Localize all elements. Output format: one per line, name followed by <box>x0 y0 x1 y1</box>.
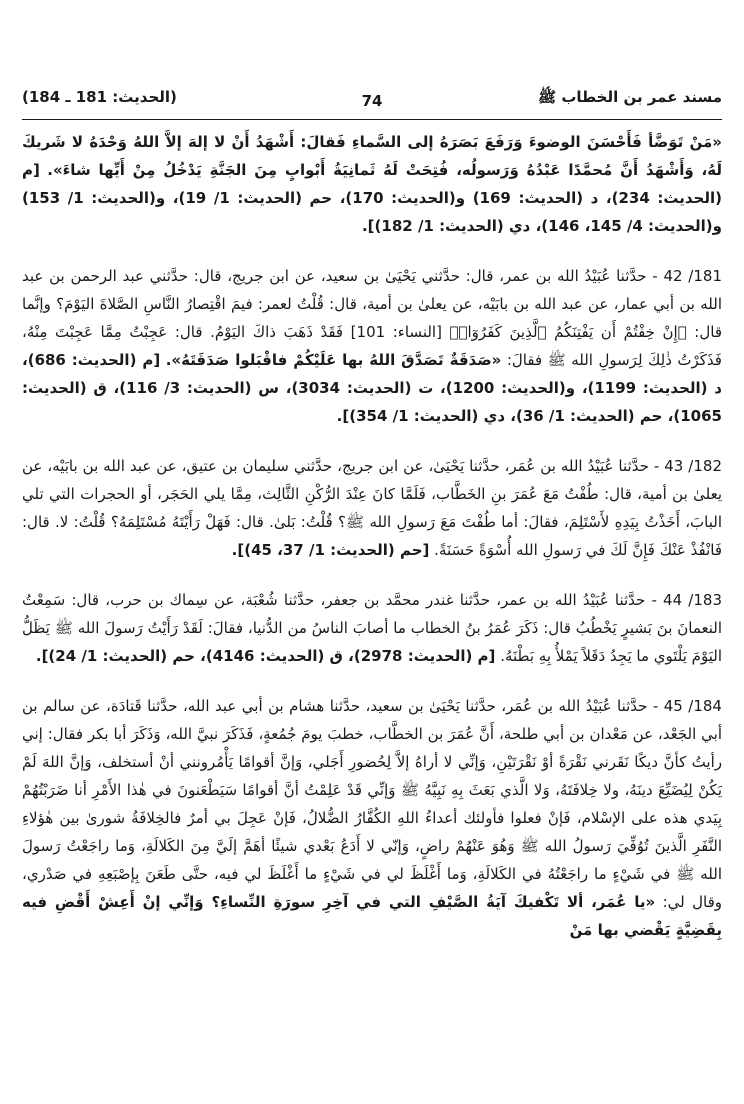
hadith-references: [م (الحديث: 234)، د (الحديث: 169) و(الحديث: 170)، حم (الحديث: 1/ 19)، و(الحديث: 1/ 153) و(الحديث: 4/ 145، 146)، دي (الحديث: 1/ 182)]. <box>22 161 722 235</box>
hadith-paragraph <box>22 452 722 564</box>
hadith-chain: 184/ 45 - حدَّثنا عُبَيْدُ الله بن عُمَر، حدَّثنا يَحْيَىٰ بن سعيد، حدَّثنا هشام بن أبي عبد الله، حدَّثنا قَتادَة، عن سالم بن أبي الجَعْد، عن مَعْدان بن أبي طلحة، أَنَّ عُمَرَ بن الخطَّاب، خطبَ يومَ جُمُعةٍ، فَذَكَرَ نبيَّ الله، وَذَكَرَ أبا بكر فقال: إني رأيتُ كأنَّ ديكًا نَقَرني نَقْرَةً أوْ نَقْرَتَيْنِ، وَإنِّي لا أراهُ إلاَّ لِحُضورِ أَجَلي، وَإنَّ أقوامًا يَأْمُرونني أنْ أستخلف، وَإنَّ اللهَ لَمْ يَكُنْ لِيُضَيِّعَ دينَهُ، ولا خِلافَتَهُ، وَلا الَّذي بَعَثَ بِهِ نَبِيَّهُ ﷺ وَإنِّي قَدْ عَلِمْتُ أنَّ أقوامًا سَيَطْعَنونَ في هٰذا الأَمْرِ أنا ضَرَبْتُهُمْ بِيَدي هذه على الإسْلام، فَإنْ فعلوا فأولئك أعداءُ اللهِ الكُفَّارُ الضُّلالُ، فَإنْ عَجِلَ بي أمرٌ فالخِلافَةُ شورىٰ بين هٰؤلاءِ النَّفَرِ الَّذينَ تُوُفِّيَ رَسولُ الله ﷺ وَهُوَ عَنْهُمْ راضٍ، وَإنّي لا أَدَعُ بَعْدي شيئًا أهَمَّ إلَيَّ مِنَ الكَلالَةِ، وَما راجَعْتُ رَسولَ الله ﷺ في شَيْءٍ ما راجَعْتُهُ في الكَلالَةِ، وَما أَغْلَظَ لي في شَيْءٍ ما أَغْلَظَ لي فيه، حتَّى طَعَنَ بِإصْبَعِهِ في صَدْري، وقال لي: <box>22 697 722 911</box>
hadith-chain: 181/ 42 - حدَّثنا عُبَيْدُ الله بن عمر، قال: حدَّثني يَحْيَىٰ بن سعيد، عن ابن جريج، قال: حدَّثني عبد الرحمن بن عبد الله بن أبي عمار، عن عبد الله بن بابَيْه، عن يعلىٰ بن أمية، قال: قُلْتُ لعمر: فيمَ اقْتِصارُ النَّاسِ الصَّلاةَ اليَوْمَ؟ وإنَّما قال: ﴿إِنْ خِفْتُمْ أَن يَفْتِنَكُمُ ٱلَّذِينَ كَفَرُوٓا۟﴾ [النساء: 101] فَقَدْ ذَهَبَ ذاكَ اليَوْمُ. قال: عَجِبْتُ مِمَّا عَجِبْتَ مِنْهُ، فَذَكَرْتُ ذٰلِكَ لِرَسولِ الله ﷺ فقالَ: <box>22 267 722 369</box>
header-divider <box>22 119 722 120</box>
hadith-references: [حم (الحديث: 1/ 37، 45)]. <box>231 541 430 559</box>
hadith-chain: 183/ 44 - حدَّثنا عُبَيْدُ الله بن عمر، حدَّثنا غندر محمَّد بن جعفر، حدَّثنا شُعْبَة، عن سِماك بن حرب، قال: سَمِعْتُ النعمانَ بنَ بَشيرٍ يَخْطُبُ قال: ذَكَرَ عُمَرُ بنُ الخطاب ما أصابَ الناسُ من الدُّنيا، فقالَ: لَقَدْ رَأَيْتُ رَسولَ الله ﷺ يَظَلُّ اليَوْمَ يَلْتَوي ما يَجِدُ دَقَلاً يَمْلأُ بِهِ بَطْنَهُ. <box>22 591 722 665</box>
page-header <box>22 82 722 116</box>
page-body <box>22 128 722 966</box>
hadith-paragraph <box>22 692 722 944</box>
hadith-references: [م (الحديث: 686)، د (الحديث: 1199)، و(الحديث: 1200)، ت (الحديث: 3034)، س (الحديث: 3/ 116)، ق (الحديث: 1065)، حم (الحديث: 1/ 36)، دي (الحديث: 1/ 354)]. <box>22 351 722 425</box>
header-title: مسند عمر بن الخطاب ﷺ <box>537 88 722 106</box>
page-number: 74 <box>361 92 383 110</box>
hadith-chain: 182/ 43 - حدَّثنا عُبَيْدُ الله بن عُمَر، حدَّثنا يَحْيَىٰ، عن ابن جريج، حدَّثني سليمان بن عتيق، عن عبد الله بن بابَيْه، عن يعلىٰ بن أمية، قال: طُفْتُ مَعَ عُمَرَ بنِ الخَطَّاب، فَلَمَّا كانَ عِنْدَ الرُّكْنِ الثَّالِث، مِمَّا يلي الحَجَر، أو الحجرات التي تلي البابَ، أَخَذْتُ بِيَدِهِ لأَسْتَلِمَ، فقالَ: أما طُفْتَ مَعَ رَسولِ الله ﷺ؟ قُلْتُ: بَلىٰ. قال: فَهَلْ رَأَيْتَهُ مُسْتَلِمَهُ؟ قُلْتُ: لا. قال: فَانْفُذْ عَنْكَ فَإِنَّ لَكَ في رَسولِ الله أُسْوَةً حَسَنَةً. <box>22 457 723 559</box>
hadith-text: «يا عُمَر، ألا تَكْفيكَ آيَةُ الصَّيْفِ التي في آخِرِ سورَةِ النِّساءِ؟ وَإنِّي إنْ أَعِشْ أَقْضِ فيه بِقَضِيَّةٍ يَقْضي بها مَنْ <box>22 893 722 939</box>
hadith-text: «مَنْ تَوَضَّأ فَأَحْسَنَ الوضوءَ وَرَفَعَ بَصَرَهُ إلى السَّماءِ فَقالَ: أَشْهَدُ أَنْ لا إلهَ إلاَّ اللهُ وَحْدَهُ لا شَريكَ لَهُ، وَأَشْهَدُ أَنَّ مُحمَّدًا عَبْدُهُ وَرَسولُه، فُتِحَتْ لَهُ ثَمانِيَةُ أَبْوابٍ مِنَ الجَنَّةِ يَدْخُلُ مِنْ أَيِّها شاءَ». <box>22 133 722 179</box>
hadith-paragraph <box>22 128 722 240</box>
hadith-paragraph <box>22 586 722 670</box>
hadith-text: «صَدَقَةٌ تَصَدَّقَ اللهُ بها عَلَيْكُمْ فاقْبَلوا صَدَقَتَهُ». <box>165 351 502 369</box>
header-hadith-range: (الحديث: 181 ـ 184) <box>22 88 177 106</box>
hadith-references: [م (الحديث: 2978)، ق (الحديث: 4146)، حم (الحديث: 1/ 24)]. <box>35 647 496 665</box>
hadith-paragraph <box>22 262 722 430</box>
